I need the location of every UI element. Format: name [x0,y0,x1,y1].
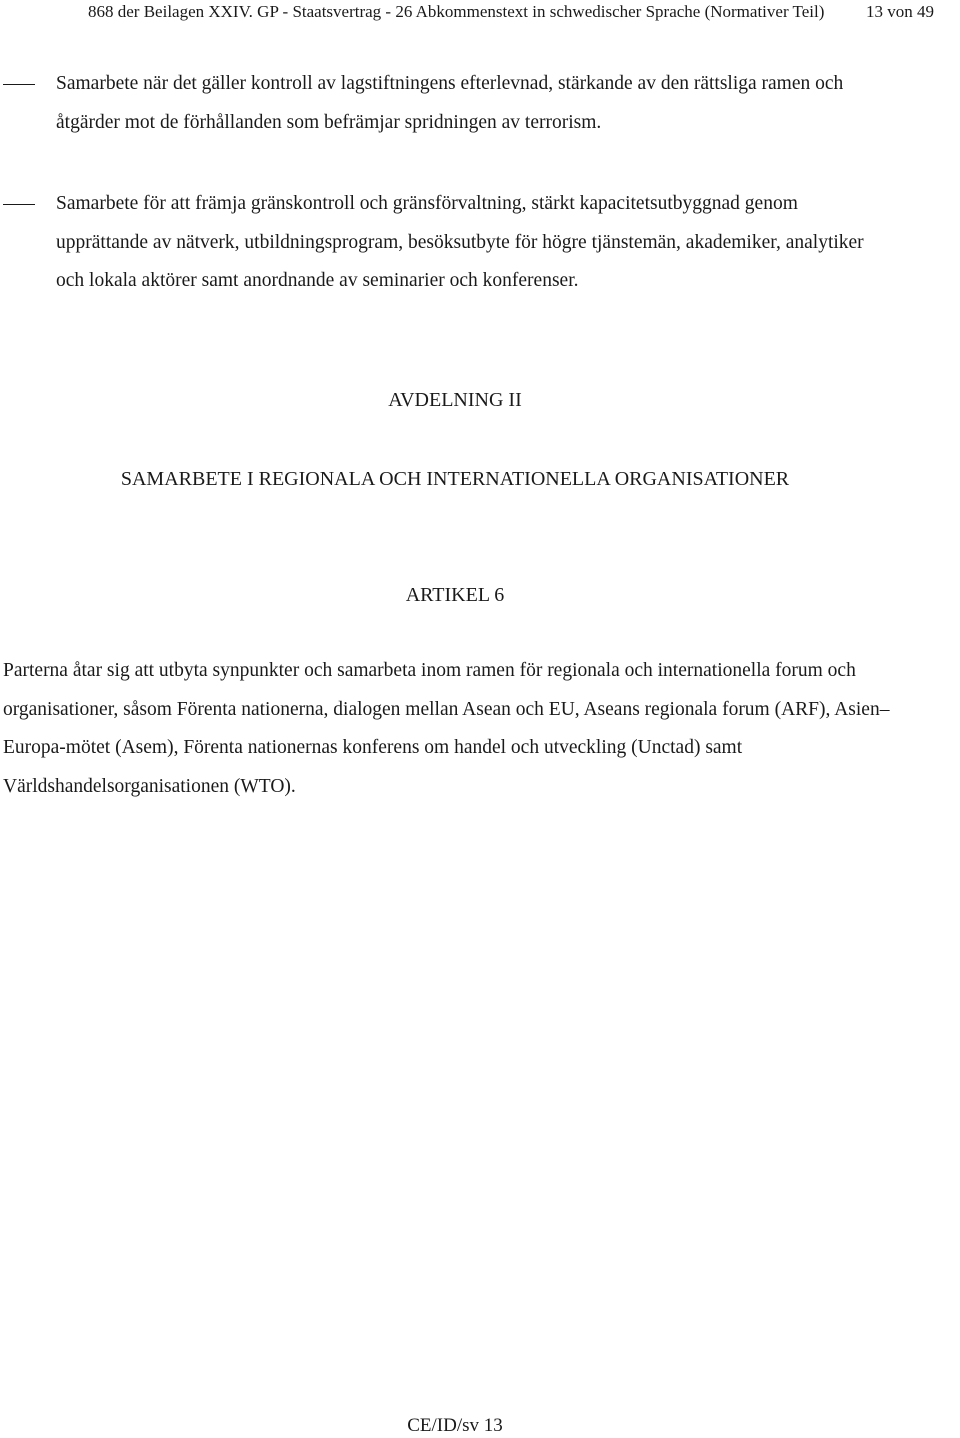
list-item-text: Samarbete när det gäller kontroll av lagstiftningens efterlevnad, stärkande av den rättsliga ramen och åtgärder mot de förhållanden som befrämjar spridningen av terrorism. [56,73,844,133]
page-header [88,1,934,25]
dash-bullet-icon [3,84,35,85]
list-item-text: Samarbete för att främja gränskontroll och gränsförvaltning, stärkt kapacitetsutbyggnad genom upprättande av nätverk, utbildningsprogram, besöksutbyte för högre tjänstemän, akademiker, analytiker och lokala aktörer samt anordnande av seminarier och konferenser. [56,193,864,291]
section-title: SAMARBETE I REGIONALA OCH INTERNATIONELLA ORGANISATIONER [120,468,790,490]
list-item [3,185,883,301]
header-page-number: 13 von 49 [866,2,934,21]
dash-bullet-icon [3,204,35,205]
article-heading: ARTIKEL 6 [405,584,505,606]
list-item [3,65,883,142]
page-footer-code: CE/ID/sv 13 [407,1415,503,1436]
header-document-title: 868 der Beilagen XXIV. GP - Staatsvertrag - 26 Abkommenstext in schwedischer Sprache (Normativer Teil) [88,2,825,21]
article-body: Parterna åtar sig att utbyta synpunkter och samarbeta inom ramen för regionala och internationella forum och organisationer, såsom Förenta nationerna, dialogen mellan Asean och EU, Aseans regionala forum (ARF), Asien–Europa-mötet (Asem), Förenta nationernas konferens om handel och utveckling (Unctad) samt Världshandelsorganisationen (WTO). [3,660,890,797]
section-label: AVDELNING II [388,389,522,411]
